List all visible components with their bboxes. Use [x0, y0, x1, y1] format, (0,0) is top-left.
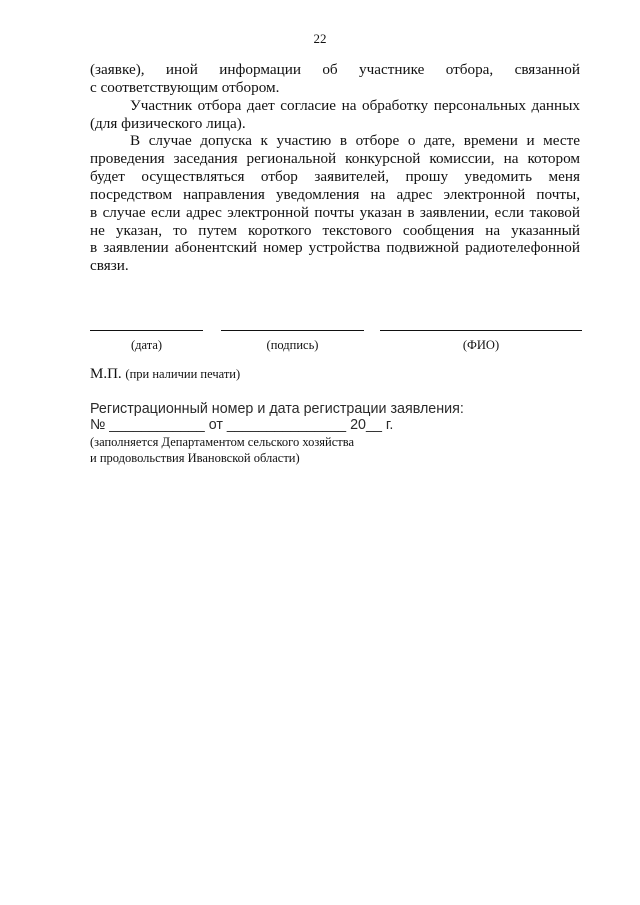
stamp-place	[90, 366, 240, 383]
name-caption: (ФИО)	[462, 338, 500, 352]
name-blank-line	[380, 330, 582, 331]
paragraph-line: с соответствующим отбором.	[90, 78, 280, 96]
signature-blank-line	[221, 330, 364, 331]
registration-title: Регистрационный номер и дата регистрации заявления:	[90, 401, 464, 417]
paragraph-line: проведения заседания региональной конкурсной комиссии, на котором	[90, 149, 580, 167]
signature-caption: (подпись)	[266, 338, 319, 352]
paragraph-line: (для физического лица).	[90, 114, 246, 132]
stamp-mark: М.П.	[90, 366, 122, 382]
registration-note: и продовольствия Ивановской области)	[90, 451, 300, 465]
paragraph-notification	[90, 132, 580, 275]
paragraph-line: В случае допуска к участию в отборе о дате, времени и месте	[130, 132, 580, 149]
page-number: 22	[313, 31, 327, 46]
paragraph-continuation	[90, 61, 580, 97]
paragraph-line: будет осуществляться отбор заявителей, прошу уведомить меня	[90, 167, 580, 185]
paragraph-line: посредством направления уведомления на адрес электронной почты,	[90, 185, 580, 203]
stamp-note: (при наличии печати)	[125, 367, 241, 381]
paragraph-line: не указан, то путем короткого текстового сообщения на указанный	[90, 221, 580, 239]
paragraph-line: (заявке), иной информации об участнике отбора, связанной	[90, 61, 580, 78]
paragraph-line: связи.	[90, 257, 129, 275]
paragraph-line: в заявлении абонентский номер устройства подвижной радиотелефонной	[90, 239, 580, 257]
registration-number-field: № ____________ от _______________ 20__ г.	[90, 417, 394, 433]
date-caption: (дата)	[130, 338, 163, 352]
paragraph-line: Участник отбора дает согласие на обработку персональных данных	[130, 97, 580, 114]
registration-note: (заполняется Департаментом сельского хозяйства	[90, 435, 355, 449]
paragraph-consent	[90, 97, 580, 133]
date-blank-line	[90, 330, 203, 331]
paragraph-line: в случае если адрес электронной почты указан в заявлении, если таковой	[90, 203, 580, 221]
